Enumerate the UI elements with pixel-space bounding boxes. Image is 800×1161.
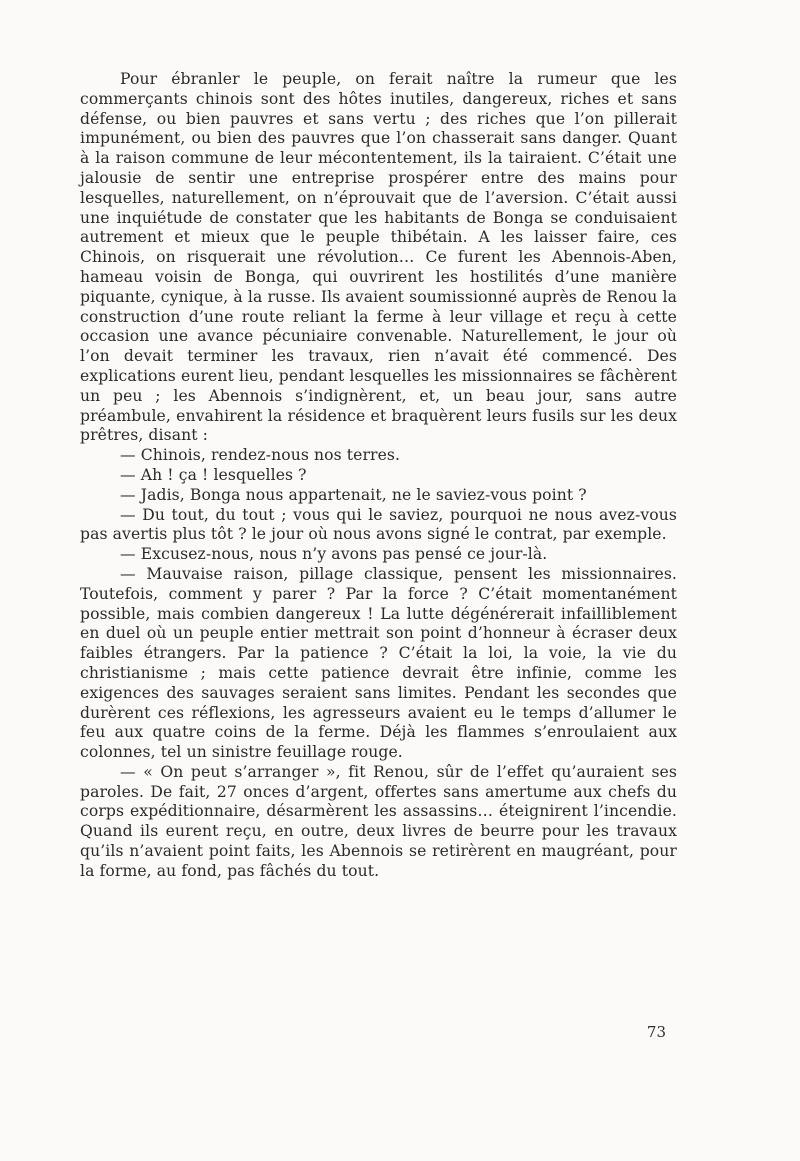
dialogue-line-3: — Jadis, Bonga nous appartenait, ne le saviez-vous point ? xyxy=(120,485,587,504)
page-number: 73 xyxy=(646,1023,666,1041)
dialogue-line-5: — Excusez-nous, nous n’y avons pas pensé ce jour-là. xyxy=(120,545,548,564)
paragraph-resolution: — « On peut s’arranger », fit Renou, sûr de l’effet qu’auraient ses paroles. De fait, 27 onces d’argent, offertes sans amertume aux chefs du corps expéditionnaire, désarmèrent les assassins… éteignirent l’incendie. Quand ils eurent reçu, en outre, deux livres de beurre pour les travaux qu’ils n’avaient point faits, les Abennois se retirèrent en maugréant, pour la forme, au fond, pas fâchés du tout. xyxy=(80,762,677,880)
paragraph-reflection: — Mauvaise raison, pillage classique, pensent les missionnaires. Toutefois, comment y parer ? Par la force ? C’était momentanément possible, mais combien dangereux ! La lutte dégénérerait infailliblement en duel où un peuple entier mettrait son point d’honneur à écraser deux faibles étrangers. Par la patience ? C’était la loi, la voie, la vie du christianisme ; mais cette patience devrait être infinie, comme les exigences des sauvages seraient sans limites. Pendant les secondes que durèrent ces réflexions, les agresseurs avaient eu le temps d’allumer le feu aux quatre coins de la ferme. Déjà les flammes s’enroulaient aux colonnes, tel un sinistre feuillage rouge. xyxy=(80,564,677,762)
dialogue-line-2: — Ah ! ça ! lesquelles ? xyxy=(120,465,307,484)
paragraph-rumour: Pour ébranler le peuple, on ferait naître la rumeur que les commerçants chinois sont des hôtes inutiles, dangereux, riches et sans défense, ou bien pauvres et sans vertu ; des riches que l’on pillerait impunément, ou bien des pauvres que l’on chasserait sans danger. Quant à la raison commune de leur mécontentement, ils la tairaient. C’était une jalousie de sentir une entreprise prospérer entre des mains pour lesquelles, naturellement, on n’éprouvait que de l’aversion. C’était aussi une inquiétude de constater que les habitants de Bonga se conduisaient autrement et mieux que le peuple thibétain. A les laisser faire, ces Chinois, on risquerait une révolution… Ce furent les Abennois-Aben, hameau voisin de Bonga, qui ouvrirent les hostilités d’une manière piquante, cynique, à la russe. Ils avaient soumissionné auprès de Renou la construction d’une route reliant la ferme à leur village et reçu à cette occasion une avance pécuniaire convenable. Naturellement, le jour où l’on devait terminer les travaux, rien n’avait été commencé. Des explications eurent lieu, pendant lesquelles les missionnaires se fâchèrent un peu ; les Abennois s’indignèrent, et, un beau jour, sans autre préambule, envahirent la résidence et braquèrent leurs fusils sur les deux prêtres, disant : xyxy=(80,70,677,445)
dialogue-line-1: — Chinois, rendez-nous nos terres. xyxy=(120,446,401,465)
page-body xyxy=(80,70,677,882)
dialogue-line-4: — Du tout, du tout ; vous qui le saviez, pourquoi ne nous avez-vous pas avertis plus tôt ? le jour où nous avons signé le contrat, par exemple. xyxy=(80,505,677,544)
